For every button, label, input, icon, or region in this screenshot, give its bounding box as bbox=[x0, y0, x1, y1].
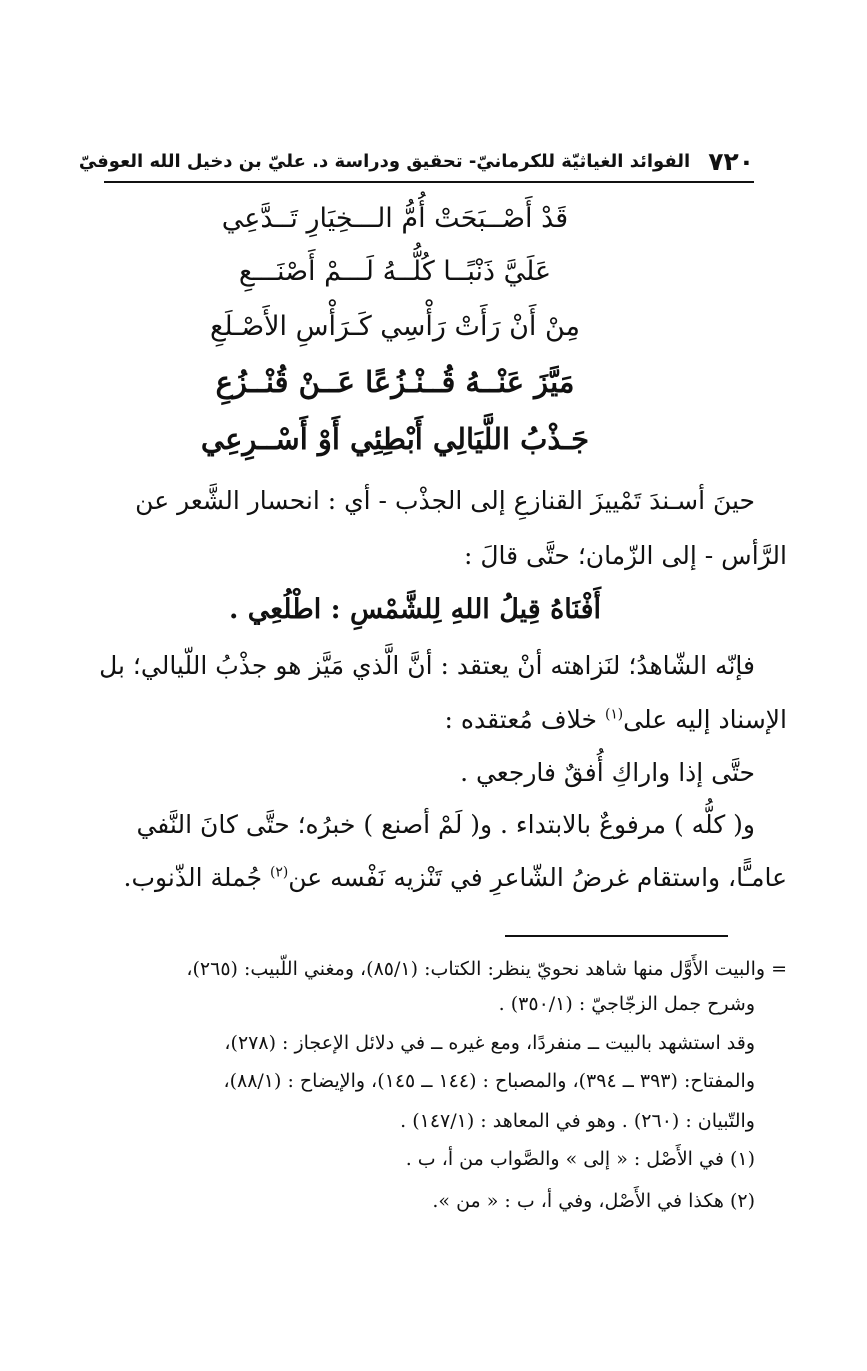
verse-line-5: جَـذْبُ اللَّيَالِي أَبْطِئِي أَوْ أَسْــرِعِي bbox=[200, 422, 590, 456]
footnote-cont-line-2: وشرح جمل الزجّاجيّ : (٣٥٠/١) . bbox=[498, 993, 755, 1015]
paragraph-1-line-2: الرَّأس - إلى الزّمان؛ حتَّى قالَ : bbox=[463, 541, 787, 570]
footnote-1: (١) في الأَصْل : « إلى » والصَّواب من أ، ب . bbox=[405, 1148, 755, 1170]
paragraph-3-line-1: و( كلُّه ) مرفوعٌ بالابتداء . و( لَمْ أصنع ) خبرُه؛ حتَّى كانَ النَّفي bbox=[136, 810, 755, 839]
quote-1: أَفْنَاهُ قِيلُ اللهِ لِلشَّمْسِ : اطْلُعِي . bbox=[228, 594, 602, 625]
footnote-ref-2[interactable]: (٢) bbox=[270, 864, 289, 881]
footnote-cont-line-5: والتّبيان : (٢٦٠) . وهو في المعاهد : (١٤٧/١) . bbox=[400, 1110, 755, 1132]
footnote-cont-line-1: = والبيت الأَوَّل منها شاهد نحويّ ينظر: الكتاب: (٨٥/١)، ومغني اللّبيب: (٢٦٥)، bbox=[186, 958, 787, 980]
paragraph-2-text-a: الإسناد إليه على bbox=[623, 705, 787, 734]
paragraph-2-line-1: فإنّه الشّاهدُ؛ لنَزاهته أنْ يعتقد : أنَّ الَّذي مَيَّز هو جذْبُ اللّيالي؛ بل bbox=[99, 651, 755, 680]
footnote-2: (٢) هكذا في الأَصْل، وفي أ، ب : « من ». bbox=[432, 1190, 755, 1212]
paragraph-3-text-b: جُملة الذّنوب. bbox=[123, 863, 271, 892]
verse-line-4: مَيَّزَ عَنْــهُ قُــنْـزُعًا عَــنْ قُنْــزُعِ bbox=[215, 365, 575, 399]
page-number: ٧٢٠ bbox=[708, 146, 754, 176]
footnote-rule bbox=[505, 935, 728, 937]
paragraph-3-line-2 bbox=[124, 865, 787, 890]
quote-2: حتَّى إذا واراكِ أُفقٌ فارجعي . bbox=[460, 758, 755, 787]
page-header bbox=[78, 140, 754, 182]
running-head: الفوائد الغياثيّة للكرمانيّ- تحقيق ودراسة د. عليّ بن دخيل الله العوفيّ bbox=[78, 150, 691, 172]
verse-line-3: مِنْ أَنْ رَأَتْ رَأْسِي كَـرَأْسِ الأَصْـلَعِ bbox=[209, 311, 581, 342]
footnote-cont-line-4: والمفتاح: (٣٩٣ ــ ٣٩٤)، والمصباح : (١٤٤ ــ ١٤٥)، والإيضاح : (٨٨/١)، bbox=[223, 1070, 755, 1092]
paragraph-3-text-a: عامـًّا، واستقام غرضُ الشّاعرِ في تَنْزيه نَفْسه عن bbox=[288, 863, 787, 892]
footnote-ref-1[interactable]: (١) bbox=[604, 706, 624, 723]
header-rule bbox=[104, 181, 754, 183]
footnote-cont-line-3: وقد استشهد بالبيت ــ منفردًا، ومع غيره ــ في دلائل الإعجاز : (٢٧٨)، bbox=[224, 1032, 755, 1054]
paragraph-1-line-1: حينَ أسـندَ تَمْييزَ القنازعِ إلى الجذْب - أي : انحسار الشَّعر عن bbox=[135, 486, 755, 515]
verse-line-2: عَلَيَّ ذَنْبًــا كُلُّــهُ لَـــمْ أَصْنَـــعِ bbox=[238, 256, 552, 287]
paragraph-2-text-b: خلاف مُعتقده : bbox=[444, 705, 605, 734]
paragraph-2-line-2 bbox=[445, 707, 787, 732]
verse-line-1: قَدْ أَصْــبَحَتْ أُمُّ الـــخِيَارِ تَــدَّعِي bbox=[221, 203, 569, 234]
